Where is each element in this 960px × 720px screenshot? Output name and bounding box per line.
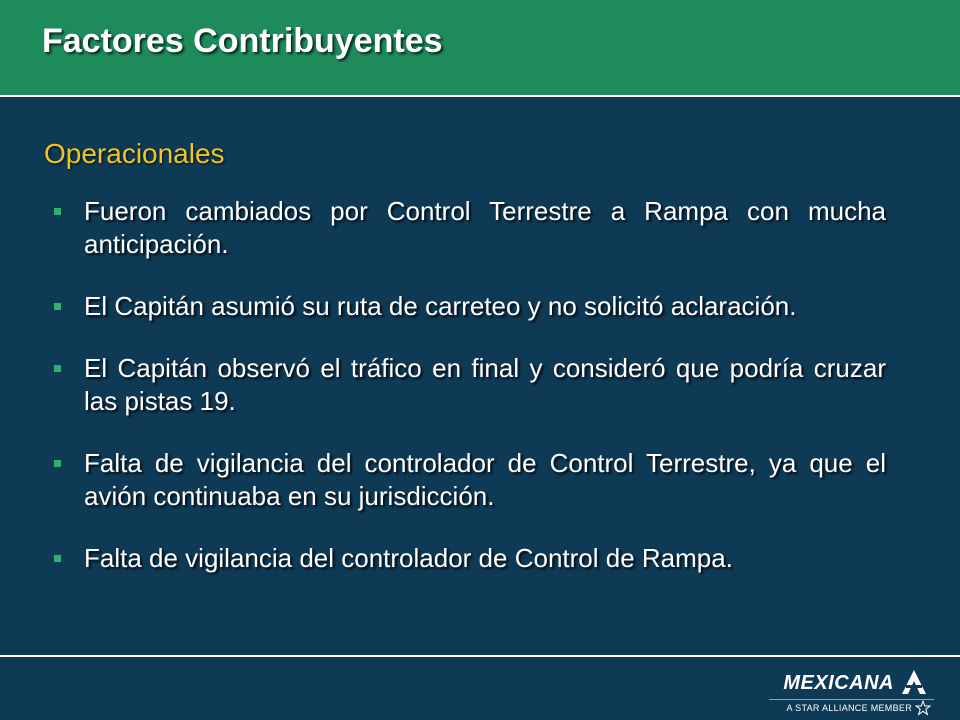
header-divider xyxy=(0,95,960,97)
bullet-list xyxy=(46,195,886,604)
bullet-text: El Capitán observó el tráfico en final y consideró que podría cruzar las pistas 19. xyxy=(84,353,886,416)
section-heading: Operacionales xyxy=(44,138,225,169)
bullet-item xyxy=(46,352,886,418)
title-bar xyxy=(0,0,960,95)
mexicana-logo xyxy=(764,664,934,716)
bullet-text: Falta de vigilancia del controlador de Control de Rampa. xyxy=(84,543,733,573)
logo-wordmark: MEXICANA xyxy=(783,672,894,694)
bullet-item xyxy=(46,290,886,323)
bullet-text: El Capitán asumió su ruta de carreteo y no solicitó aclaración. xyxy=(84,291,797,321)
slide-title: Factores Contribuyentes xyxy=(42,22,443,60)
square-bullet-icon xyxy=(54,555,61,562)
bullet-text: Fueron cambiados por Control Terrestre a Rampa con mucha anticipación. xyxy=(84,196,886,259)
bullet-item xyxy=(46,542,886,575)
mexicana-emblem-icon xyxy=(900,668,928,696)
logo-rule xyxy=(769,699,934,700)
bullet-text: Falta de vigilancia del controlador de Control Terrestre, ya que el avión continuaba en su jurisdicción. xyxy=(84,448,886,511)
star-alliance-icon xyxy=(915,700,931,716)
square-bullet-icon xyxy=(54,365,61,372)
square-bullet-icon xyxy=(54,303,61,310)
square-bullet-icon xyxy=(54,208,61,215)
bullet-item xyxy=(46,447,886,513)
bullet-item xyxy=(46,195,886,261)
square-bullet-icon xyxy=(54,460,61,467)
logo-tagline: A STAR ALLIANCE MEMBER xyxy=(786,703,912,713)
footer-divider xyxy=(0,655,960,657)
